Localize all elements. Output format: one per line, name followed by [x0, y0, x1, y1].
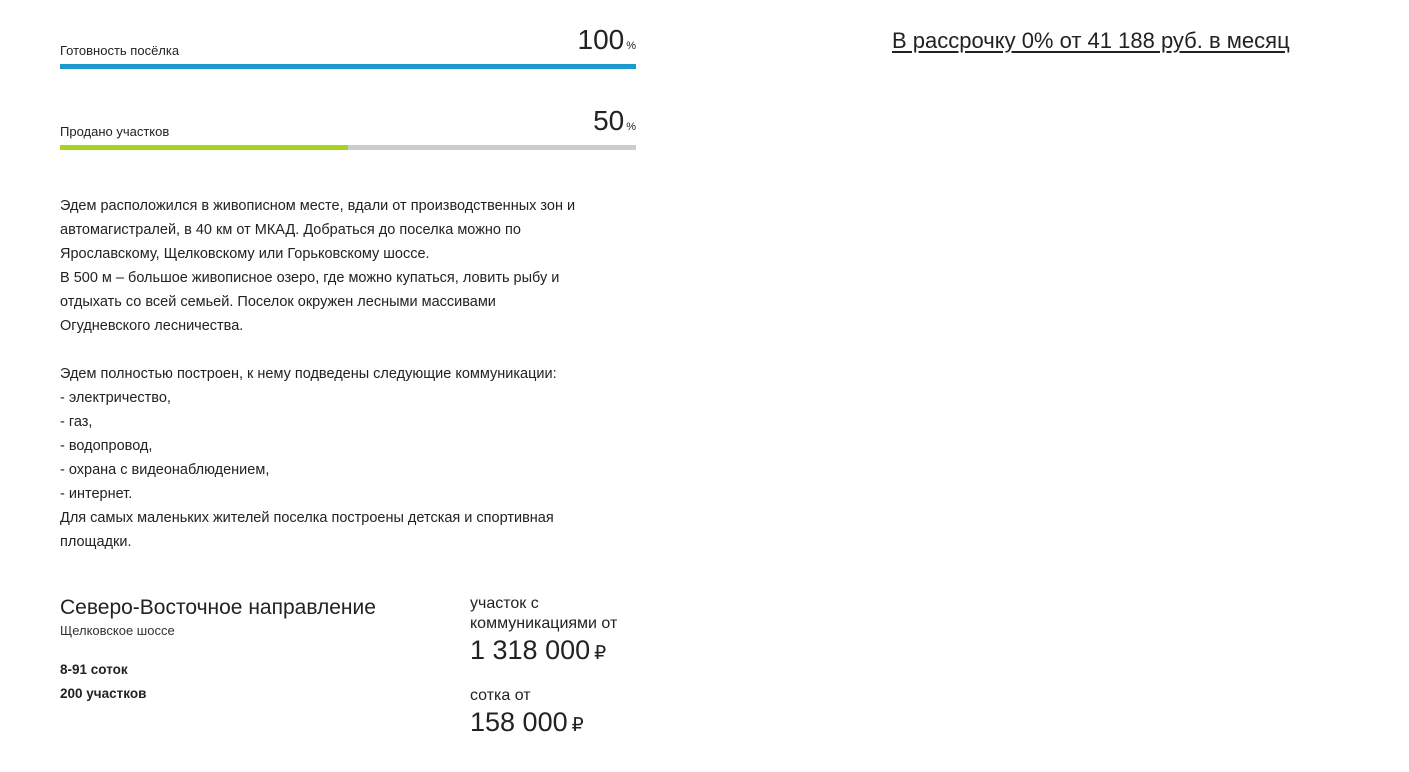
sotka-price-value: 158 000 ₽ — [470, 707, 584, 737]
plots-sold-progress — [60, 105, 636, 150]
direction-info — [60, 594, 450, 706]
description-line: отдыхать со всей семьей. Поселок окружен лесными массивами — [60, 294, 496, 310]
description-line: площадки. — [60, 534, 132, 550]
ruble-icon: ₽ — [571, 715, 584, 736]
description-line: - водопровод, — [60, 438, 153, 454]
description-line: Ярославскому, Щелковскому или Горьковскому шоссе. — [60, 246, 430, 262]
description-line: - охрана с видеонаблюдением, — [60, 462, 270, 478]
plot-area-range: 8-91 соток — [60, 662, 128, 677]
description-line: Огудневского лесничества. — [60, 318, 244, 334]
village-description — [60, 194, 640, 554]
sotka-price-label: сотка от — [470, 687, 531, 704]
price-info — [470, 594, 650, 742]
direction-title: Северо-Восточное направление — [60, 596, 376, 619]
plots-count: 200 участков — [60, 686, 147, 701]
description-line: В 500 м – большое живописное озеро, где можно купаться, ловить рыбу и — [60, 270, 560, 286]
progress-fill — [60, 64, 636, 69]
plot-price-label: участок с коммуникациями от — [470, 595, 618, 632]
progress-track — [60, 64, 636, 69]
progress-value: 50 % — [593, 105, 636, 136]
description-line: автомагистралей, в 40 км от МКАД. Добраться до поселка можно по — [60, 222, 521, 238]
description-line: - интернет. — [60, 486, 133, 502]
ruble-icon: ₽ — [594, 643, 607, 664]
description-line: Эдем расположился в живописном месте, вдали от производственных зон и — [60, 198, 576, 214]
progress-fill — [60, 145, 348, 150]
highway-name: Щелковское шоссе — [60, 623, 175, 638]
description-line: Эдем полностью построен, к нему подведены следующие коммуникации: — [60, 366, 557, 382]
description-line: - газ, — [60, 414, 93, 430]
plot-price-value: 1 318 000 ₽ — [470, 635, 607, 665]
installment-link[interactable]: В рассрочку 0% от 41 188 руб. в месяц — [892, 28, 1290, 53]
village-readiness-progress — [60, 24, 636, 69]
progress-value: 100 % — [577, 24, 636, 55]
description-line: - электричество, — [60, 390, 171, 406]
progress-label: Продано участков — [60, 124, 170, 139]
progress-track — [60, 145, 636, 150]
description-line: Для самых маленьких жителей поселка построены детская и спортивная — [60, 510, 554, 526]
progress-label: Готовность посёлка — [60, 43, 180, 58]
